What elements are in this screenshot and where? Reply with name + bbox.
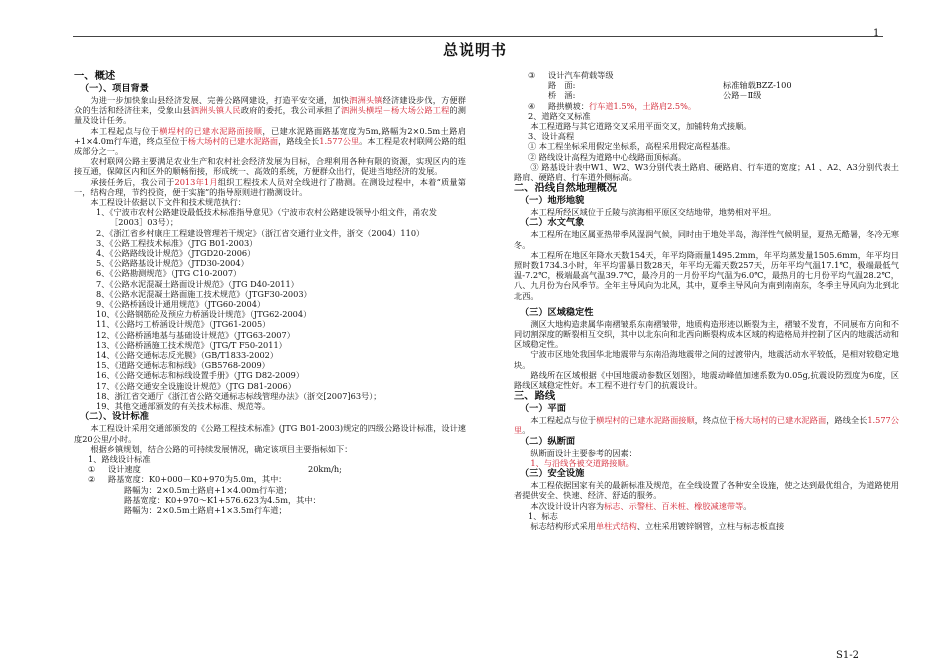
load-grade-label: 设计汽车荷载等级 bbox=[548, 70, 614, 80]
safety-paragraph: 本工程依据国家有关的最新标准及规范，在全线设置了各种安全设施，使之达到最优组合，为道路使用者提供安全、快速、经济、舒适的服务。 bbox=[514, 480, 899, 501]
elevation-item: ③ 路基设计表中W1、W2、W3分别代表土路肩、硬路肩、行车道的宽度；A1 、A2、A3分别代表土路肩、硬路肩、行车道外侧标高。 bbox=[514, 161, 899, 183]
subgrade-width-2: 路基宽度：K0+970～K1+576.623为4.5m，其中： bbox=[124, 494, 321, 505]
reference-list bbox=[74, 207, 466, 411]
background-paragraph: 为进一步加快象山县经济发展、完善公路网建设，打造平安交通，加快泗洲头镇经济建设步伐，方便群众的生活和经济往来，受象山县泗洲头镇人民政府的委托，我公司承担了泗洲头横埕－杨大场公路工程的测量及设计任务。 bbox=[74, 95, 466, 126]
item-number: ② bbox=[88, 474, 96, 485]
reference-item: 10、《公路钢筋砼及预应力桥涵设计规范》（JTG62-2004） bbox=[96, 309, 312, 320]
safety-heading: （三）安全设施 bbox=[520, 468, 585, 480]
reference-item: 2、《浙江省乡村康庄工程建设管理若干规定》（浙江省交通行业文件，浙交（2004）110） bbox=[96, 227, 425, 238]
design-speed-label: 设计速度 bbox=[108, 464, 141, 475]
terrain-heading: （一）地形地貌 bbox=[520, 195, 585, 207]
profile-paragraph: 纵断面设计主要参考的因素： bbox=[530, 447, 637, 458]
reference-item: 17、《公路交通安全设施设计规范》（JTG D81-2006） bbox=[96, 380, 296, 391]
reference-item: 11、《公路圬工桥涵设计规范》（JTG61-2005） bbox=[96, 319, 271, 330]
reference-item: 1、《宁波市农村公路建设最低技术标准指导意见》（宁波市农村公路建设领导小组文件，甬农发［2003］03号）； bbox=[96, 207, 437, 228]
reference-item: 5、《公路路基设计规范》（JTD30-2004） bbox=[96, 258, 249, 269]
safety-content-paragraph: 本次设计设计内容为标志、示警柱、百米桩、橡胶减速带等。 bbox=[530, 500, 752, 511]
pavement-load-row bbox=[514, 80, 899, 90]
sheet-code: S1-2 bbox=[836, 650, 859, 661]
climate-heading: （二）水文气象 bbox=[520, 217, 585, 229]
indicators-intro: 根据乡镇规划，结合公路的可持续发展情况，确定该项目主要指标如下： bbox=[90, 443, 353, 454]
seismic-zone-paragraph: 宁波市区地处我国华北地震带与东南沿海地震带之间的过渡带内，地震活动水平较低，是相对较稳定地块。 bbox=[514, 349, 899, 370]
standard-paragraph: 本工程设计采用交通部颁发的《公路工程技术标准》(JTG B01-2003)规定的四级公路设计标准，设计速度20公里/小时。 bbox=[74, 423, 466, 444]
right-column bbox=[514, 70, 899, 531]
reference-item: 14、《公路交通标志反光膜》（GB/T1833-2002） bbox=[96, 350, 279, 361]
stability-heading: （三）区域稳定性 bbox=[520, 306, 594, 318]
bridge-label: 桥 涵: bbox=[548, 90, 576, 101]
section-overview-heading: 一、概述 bbox=[74, 70, 116, 82]
section-geography-heading: 二、沿线自然地理概况 bbox=[514, 182, 617, 195]
reference-item: 12、《公路桥涵地基与基础设计规范》（JTG63-2007） bbox=[96, 329, 295, 340]
plan-heading: （一）平面 bbox=[520, 403, 566, 415]
sign-title: 1、标志 bbox=[528, 510, 558, 521]
pavement-value: 标准轴载BZZ-100 bbox=[723, 80, 792, 91]
basis-intro: 本工程设计依据以下文件和技术规范执行： bbox=[90, 197, 246, 208]
rural-road-paragraph: 农村联网公路主要满足农业生产和农村社会经济发展为目标，合理利用各种有限的资源，实现区内的连接互通，保障区内和区外的顺畅衔接，形成统一、高效的系统，方便群众出行，促进当地经济的发展。 bbox=[74, 156, 466, 177]
subgrade-width-row bbox=[74, 474, 466, 484]
terrain-paragraph: 本工程所经区域位于丘陵与滨海相平原区交结地带，地势相对平坦。 bbox=[530, 207, 777, 218]
reference-item: 7、《公路水泥混凝土路面设计规范》（JTG D40-2011） bbox=[96, 278, 299, 289]
reference-item: 4、《公路路线设计规范》（JTGD20-2006） bbox=[96, 248, 256, 259]
route-standard-title: 1、路线设计标准 bbox=[88, 453, 151, 464]
section-route-heading: 三、路线 bbox=[514, 390, 556, 403]
climate-paragraph: 本工程所在地区属亚热带季风湿润气候，同时由于地处半岛，海洋性气候明显，夏热无酷暑，冬冷无寒冬。 bbox=[514, 229, 899, 250]
crown-slope-row bbox=[514, 101, 899, 111]
bridge-value: 公路－Ⅱ级 bbox=[723, 90, 762, 101]
crown-slope-label: 路拱横坡： bbox=[548, 100, 589, 111]
elevation-item: ② 路线设计高程为道路中心线路面顶标高。 bbox=[528, 151, 687, 162]
start-end-paragraph: 本工程起点与位于横埕村的已建水泥路面接顺，已建水泥路面路基宽度为5m,路幅为2×0.5m土路肩+1×4.0m行车道，终点至位于杨大场村的已建水泥路面，路线全长1.577公里。本工程是农村联网公路的组成部分之一。 bbox=[74, 125, 466, 157]
reference-item: 18、浙江省交通厅《浙江省公路交通标志标线管理办法》（浙交[2007]63号）； bbox=[96, 390, 382, 401]
intersection-title: 2、道路交叉标准 bbox=[528, 110, 591, 121]
bridge-load-row bbox=[514, 90, 899, 100]
reference-item: 3、《公路工程技术标准》（JTG B01-2003） bbox=[96, 237, 258, 248]
reference-item: 6、《公路勘测规范》（JTG C10-2007） bbox=[96, 268, 242, 279]
weather-stats-paragraph: 本工程所在地区年降水天数154天，年平均降雨量1495.2mm，年平均蒸发量1505.6mm，年平均日照时数1734.3小时，年平均雷暴日数28天，年平均无霜天数257天，历年平均气温17.1℃，极端最低气温-7.2℃，极端最高气温39.7℃，最冷月的一月份平均气温为6.0℃，最热月的七月份平均气温28.2℃，八、九月份为台风季节。全年主导风向为北风，其中，夏季主导风向为南到南南东，冬季主导风向为北到北北西。 bbox=[514, 249, 899, 301]
survey-paragraph: 承接任务后，我公司于2013年1月组织工程技术人员对全线进行了勘测。在测设过程中，本着“质量第一，结构合理，节约投资，便于实施”的指导原则进行勘测设计。 bbox=[74, 176, 466, 197]
reference-item: 13、《公路桥涵施工技术规范》（JTG/T F50-2011） bbox=[96, 339, 287, 350]
crown-slope-value: 行车道1.5%，土路肩2.5%。 bbox=[588, 100, 697, 111]
load-grade-row bbox=[514, 70, 899, 80]
reference-item: 9、《公路桥涵设计通用规范》（JTG60-2004） bbox=[96, 299, 266, 310]
reference-item: 15、《道路交通标志和标线》（GB5768-2009） bbox=[96, 360, 270, 371]
subgrade-lanes-2: 路幅为：2×0.5m土路肩+1×3.5m行车道； bbox=[124, 504, 287, 515]
subgrade-width-text: 路基宽度：K0+000－K0+970为5.0m，其中： bbox=[108, 474, 287, 485]
sign-paragraph: 标志结构形式采用单柱式结构、立柱采用镀锌钢管，立柱与标志板直接 bbox=[530, 520, 785, 531]
profile-factor: 1、与沿线各被交道路接顺。 bbox=[530, 457, 634, 468]
project-background-heading: （一）、项目背景 bbox=[80, 83, 149, 94]
intersection-paragraph: 本工程道路与其它道路交叉采用平面交叉，加铺转角式接顺。 bbox=[530, 121, 752, 132]
pavement-label: 路 面: bbox=[548, 80, 576, 91]
seismic-design-paragraph: 路线所在区域根据《中国地震动参数区划图》，地震动峰值加速系数为0.05g,抗震设防烈度为6度，区路线区域稳定性好。本工程不进行专门的抗震设计。 bbox=[514, 369, 899, 391]
elevation-title: 3、设计高程 bbox=[528, 131, 575, 142]
elevation-item: ① 本工程坐标采用假定坐标系，高程采用假定高程基准。 bbox=[528, 141, 736, 152]
header-rule bbox=[73, 36, 883, 37]
reference-item: 8、《公路水泥混凝土路面施工技术规范》（JTGF30-2003） bbox=[96, 288, 312, 299]
design-speed-row bbox=[74, 464, 466, 474]
document-title: 总说明书 bbox=[442, 41, 507, 59]
item-number: ③ bbox=[528, 70, 536, 80]
plan-paragraph: 本工程起点与位于横埕村的已建水泥路面接顺，终点位于杨大场村的已建水泥路面，路线全长1.577公里。 bbox=[514, 415, 899, 436]
reference-item: 19、其他交通部颁发的有关技术标准、规范等。 bbox=[96, 401, 271, 412]
tectonic-paragraph: 测区大地构造隶属华南褶皱系东南褶皱带，地质构造形迹以断裂为主，褶皱不发育，不同展布方向和不同切割深度的断裂相互交织，其中以北东向和北西向断裂构成本区域的构造格局并控制了区内的地震活动和区域稳定性。 bbox=[514, 318, 899, 350]
item-number: ④ bbox=[528, 100, 536, 111]
subgrade-lanes-1: 路幅为：2×0.5m土路肩+1×4.00m行车道； bbox=[124, 484, 292, 495]
item-number: ① bbox=[88, 464, 96, 475]
design-speed-value: 20km/h; bbox=[308, 464, 342, 475]
page-number: 1 bbox=[873, 28, 880, 39]
design-standard-heading: （二）、设计标准 bbox=[80, 411, 149, 423]
profile-heading: （二）纵断面 bbox=[520, 435, 576, 447]
left-column bbox=[74, 70, 466, 515]
reference-item: 16、《公路交通标志和标线设置手册》（JTG D82-2009） bbox=[96, 370, 305, 381]
